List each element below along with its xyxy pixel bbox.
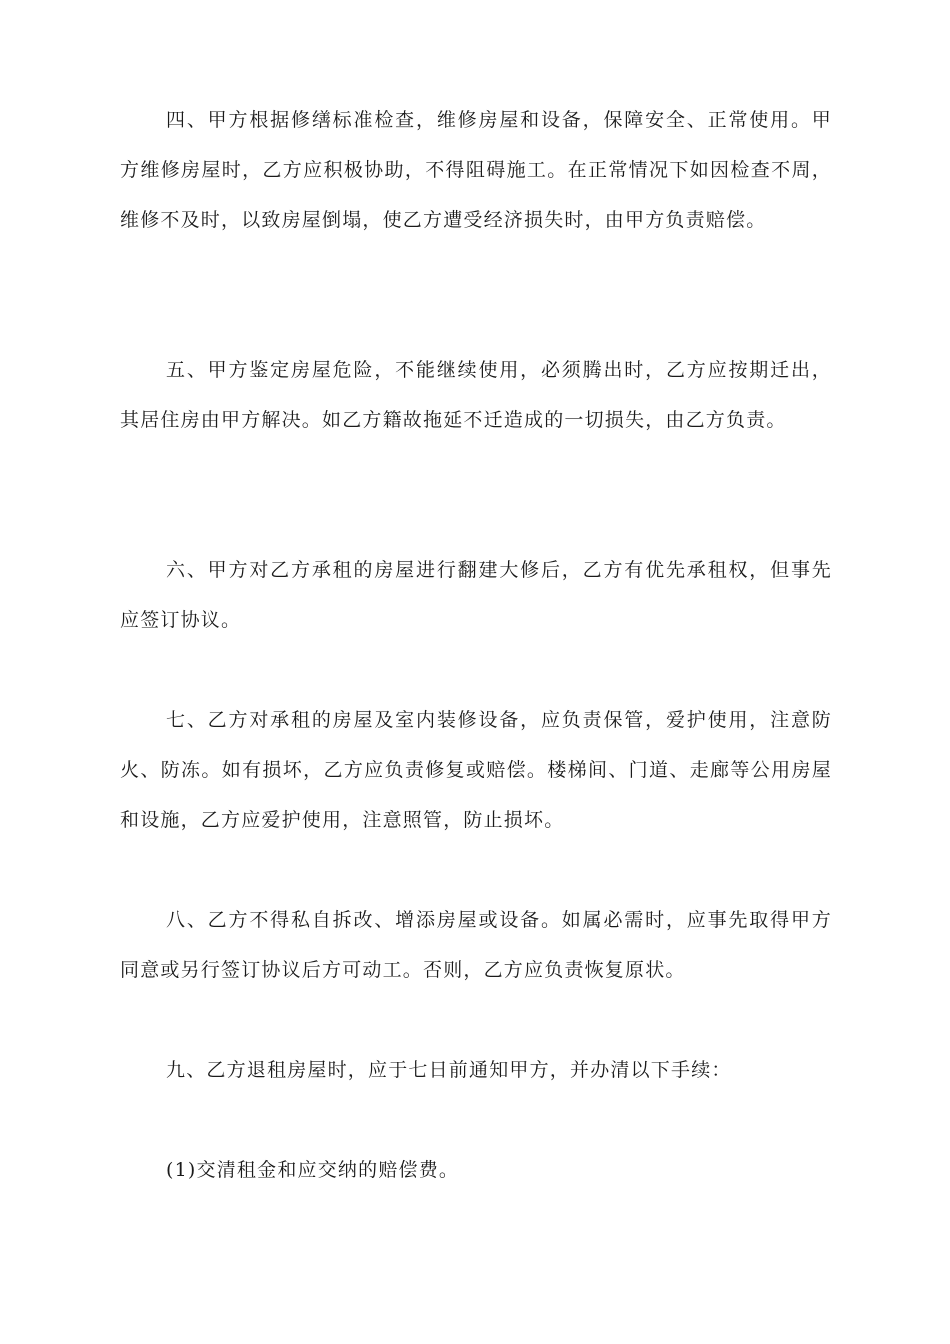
clause-5-paragraph: 五、甲方鉴定房屋危险，不能继续使用，必须腾出时，乙方应按期迁出，其居住房由甲方解决。如乙方籍故拖延不迁造成的一切损失，由乙方负责。 — [120, 359, 832, 431]
clause-9-paragraph: 九、乙方退租房屋时，应于七日前通知甲方，并办清以下手续： — [166, 1059, 732, 1081]
clause-4-paragraph: 四、甲方根据修缮标准检查，维修房屋和设备，保障安全、正常使用。甲方维修房屋时，乙方应积极协助，不得阻碍施工。在正常情况下如因检查不周，维修不及时，以致房屋倒塌，使乙方遭受经济损失时，由甲方负责赔偿。 — [120, 109, 832, 231]
clause-6-paragraph: 六、甲方对乙方承租的房屋进行翻建大修后，乙方有优先承租权，但事先应签订协议。 — [120, 559, 832, 631]
clause-7-paragraph: 七、乙方对承租的房屋及室内装修设备，应负责保管，爱护使用，注意防火、防冻。如有损坏，乙方应负责修复或赔偿。楼梯间、门道、走廊等公用房屋和设施，乙方应爱护使用，注意照管，防止损坏。 — [120, 709, 832, 831]
clause-8-paragraph: 八、乙方不得私自拆改、增添房屋或设备。如属必需时，应事先取得甲方同意或另行签订协议后方可动工。否则，乙方应负责恢复原状。 — [120, 909, 832, 981]
clause-9-item-1-paragraph: (1)交清租金和应交纳的赔偿费。 — [166, 1159, 460, 1181]
